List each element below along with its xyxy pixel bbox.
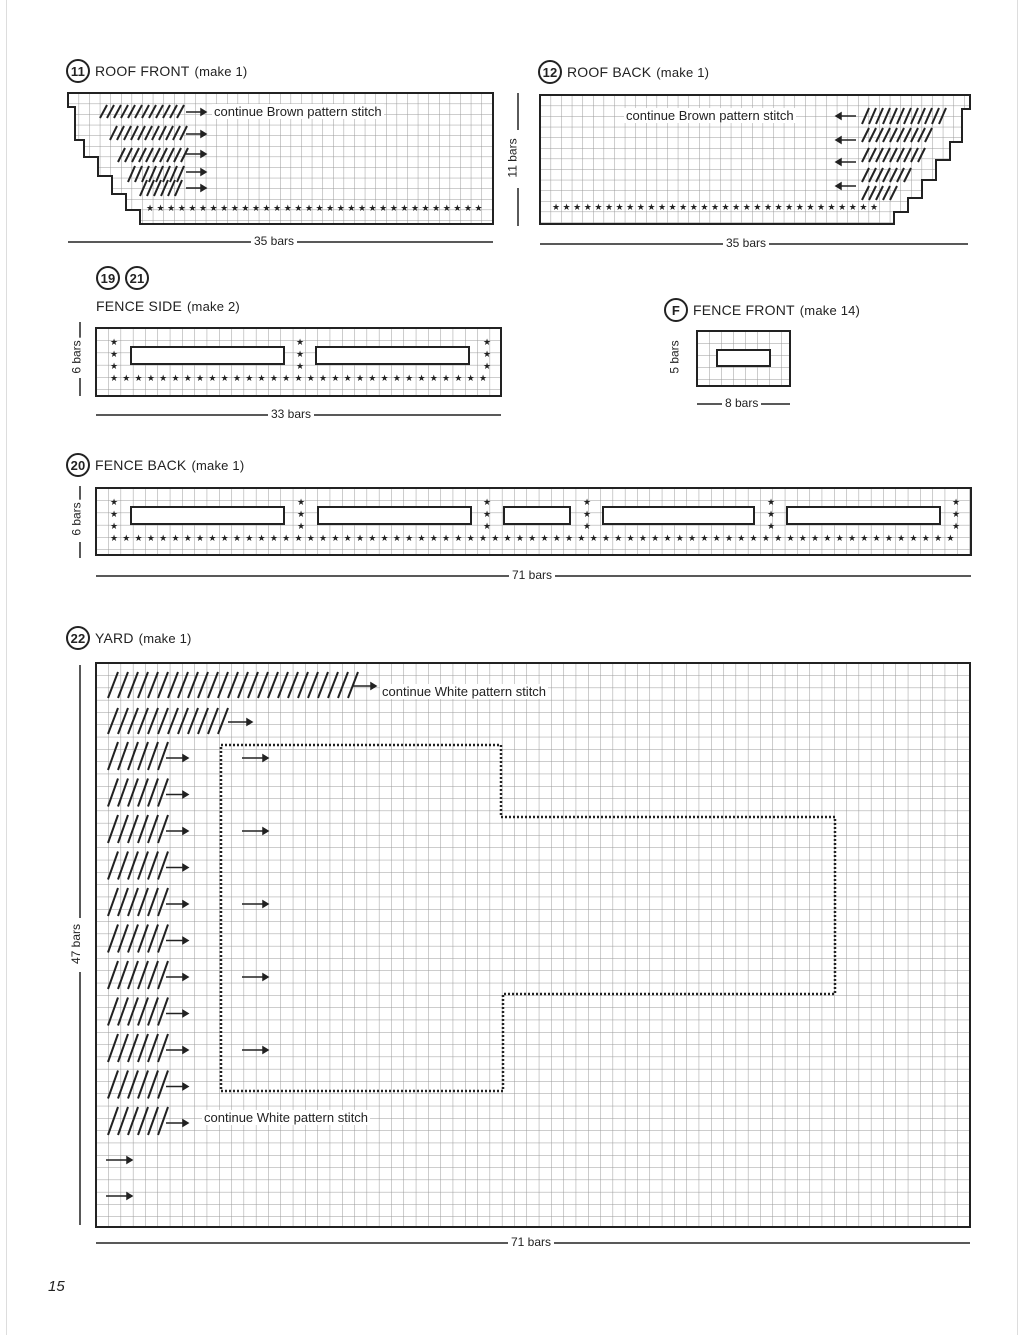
star-stitch-icon: ★ bbox=[515, 534, 524, 544]
star-stitch-icon: ★ bbox=[638, 534, 647, 544]
star-stitch-icon: ★ bbox=[319, 374, 328, 384]
star-stitch-icon: ★ bbox=[159, 374, 168, 384]
fence-side-title: FENCE SIDE bbox=[96, 298, 183, 314]
star-stitch-icon: ★ bbox=[296, 522, 306, 532]
fence-back-make: (make 1) bbox=[191, 457, 245, 473]
fence-side-chart bbox=[80, 322, 501, 396]
star-stitch-icon: ★ bbox=[294, 374, 303, 384]
star-stitch-icon: ★ bbox=[220, 374, 229, 384]
star-stitch-icon: ★ bbox=[171, 374, 180, 384]
star-stitch-icon: ★ bbox=[668, 203, 677, 213]
star-stitch-icon: ★ bbox=[188, 204, 197, 214]
star-stitch-icon: ★ bbox=[951, 498, 961, 508]
star-stitch-icon: ★ bbox=[269, 374, 278, 384]
star-stitch-icon: ★ bbox=[177, 204, 186, 214]
star-stitch-icon: ★ bbox=[183, 374, 192, 384]
star-stitch-icon: ★ bbox=[109, 374, 119, 384]
star-stitch-icon: ★ bbox=[657, 203, 667, 213]
yard-make: (make 1) bbox=[138, 630, 192, 646]
star-stitch-icon: ★ bbox=[528, 534, 537, 544]
roof-back-make: (make 1) bbox=[656, 64, 710, 80]
star-stitch-icon: ★ bbox=[296, 510, 306, 520]
star-stitch-icon: ★ bbox=[869, 203, 879, 213]
roof-front-header bbox=[66, 59, 247, 83]
fence-side-number-19: 19 bbox=[96, 266, 120, 290]
star-stitch-icon: ★ bbox=[405, 374, 414, 384]
star-stitch-icon: ★ bbox=[417, 374, 426, 384]
roof-front-width: 35 bars bbox=[251, 234, 297, 248]
star-stitch-icon: ★ bbox=[921, 534, 930, 544]
star-stitch-icon: ★ bbox=[196, 374, 205, 384]
fence-back-header bbox=[66, 453, 244, 477]
star-stitch-icon: ★ bbox=[380, 374, 389, 384]
fence-back-chart bbox=[80, 486, 971, 558]
star-stitch-icon: ★ bbox=[816, 203, 826, 213]
fence-back-height: 6 bars bbox=[70, 499, 84, 538]
yard-number: 22 bbox=[66, 626, 90, 650]
star-stitch-icon: ★ bbox=[336, 204, 345, 214]
star-stitch-icon: ★ bbox=[482, 498, 492, 508]
roof-front-title: ROOF FRONT bbox=[95, 63, 190, 79]
star-stitch-icon: ★ bbox=[453, 204, 462, 214]
star-stitch-icon: ★ bbox=[573, 203, 582, 213]
star-stitch-icon: ★ bbox=[295, 362, 305, 372]
star-stitch-icon: ★ bbox=[562, 203, 571, 213]
star-stitch-icon: ★ bbox=[651, 534, 660, 544]
star-stitch-icon: ★ bbox=[946, 534, 955, 544]
star-stitch-icon: ★ bbox=[145, 204, 155, 214]
star-stitch-icon: ★ bbox=[774, 203, 783, 213]
star-stitch-icon: ★ bbox=[478, 534, 488, 544]
star-stitch-icon: ★ bbox=[368, 204, 377, 214]
yard-chart bbox=[80, 663, 970, 1227]
star-stitch-icon: ★ bbox=[109, 338, 119, 348]
star-stitch-icon: ★ bbox=[827, 203, 836, 213]
star-stitch-icon: ★ bbox=[774, 534, 783, 544]
star-stitch-icon: ★ bbox=[474, 204, 483, 214]
yard-height: 47 bars bbox=[69, 921, 83, 967]
star-stitch-icon: ★ bbox=[884, 534, 893, 544]
star-stitch-icon: ★ bbox=[269, 534, 278, 544]
star-stitch-icon: ★ bbox=[700, 203, 709, 213]
star-stitch-icon: ★ bbox=[294, 534, 303, 544]
star-stitch-icon: ★ bbox=[466, 374, 475, 384]
star-stitch-icon: ★ bbox=[134, 534, 143, 544]
star-stitch-icon: ★ bbox=[721, 203, 730, 213]
roof-front-number: 11 bbox=[66, 59, 90, 83]
star-stitch-icon: ★ bbox=[710, 203, 720, 213]
star-stitch-icon: ★ bbox=[294, 204, 303, 214]
star-stitch-icon: ★ bbox=[835, 534, 844, 544]
star-stitch-icon: ★ bbox=[156, 204, 165, 214]
star-stitch-icon: ★ bbox=[552, 534, 561, 544]
fence-front-height: 5 bars bbox=[668, 337, 682, 376]
star-stitch-icon: ★ bbox=[368, 534, 377, 544]
star-stitch-icon: ★ bbox=[626, 534, 635, 544]
star-stitch-icon: ★ bbox=[146, 534, 155, 544]
star-stitch-icon: ★ bbox=[251, 204, 261, 214]
fence-front-width: 8 bars bbox=[722, 396, 761, 410]
star-stitch-icon: ★ bbox=[688, 534, 697, 544]
star-stitch-icon: ★ bbox=[380, 534, 389, 544]
star-stitch-icon: ★ bbox=[811, 534, 820, 544]
star-stitch-icon: ★ bbox=[636, 203, 645, 213]
fence-front-chart bbox=[697, 331, 790, 386]
fence-back-title: FENCE BACK bbox=[95, 457, 187, 473]
star-stitch-icon: ★ bbox=[737, 534, 746, 544]
star-stitch-icon: ★ bbox=[326, 204, 335, 214]
star-stitch-icon: ★ bbox=[601, 534, 611, 544]
star-stitch-icon: ★ bbox=[196, 534, 205, 544]
star-stitch-icon: ★ bbox=[909, 534, 918, 544]
star-stitch-icon: ★ bbox=[763, 203, 773, 213]
star-stitch-icon: ★ bbox=[306, 534, 315, 544]
star-stitch-icon: ★ bbox=[897, 534, 906, 544]
star-stitch-icon: ★ bbox=[766, 510, 776, 520]
star-stitch-icon: ★ bbox=[679, 203, 688, 213]
star-stitch-icon: ★ bbox=[257, 374, 266, 384]
star-stitch-icon: ★ bbox=[167, 204, 176, 214]
star-stitch-icon: ★ bbox=[355, 374, 365, 384]
star-stitch-icon: ★ bbox=[442, 374, 451, 384]
star-stitch-icon: ★ bbox=[343, 374, 352, 384]
star-stitch-icon: ★ bbox=[934, 534, 943, 544]
star-stitch-icon: ★ bbox=[283, 204, 292, 214]
star-stitch-icon: ★ bbox=[410, 204, 420, 214]
star-stitch-icon: ★ bbox=[795, 203, 804, 213]
star-stitch-icon: ★ bbox=[220, 534, 229, 544]
star-stitch-icon: ★ bbox=[109, 362, 119, 372]
yard-width: 71 bars bbox=[508, 1235, 554, 1249]
star-stitch-icon: ★ bbox=[689, 203, 698, 213]
star-stitch-icon: ★ bbox=[432, 204, 441, 214]
star-stitch-icon: ★ bbox=[400, 204, 409, 214]
star-stitch-icon: ★ bbox=[700, 534, 709, 544]
star-stitch-icon: ★ bbox=[331, 374, 340, 384]
yard-title: YARD bbox=[95, 630, 134, 646]
star-stitch-icon: ★ bbox=[282, 534, 291, 544]
star-stitch-icon: ★ bbox=[847, 534, 857, 544]
roof-front-make: (make 1) bbox=[194, 63, 248, 79]
star-stitch-icon: ★ bbox=[109, 534, 119, 544]
roof-back-height: 11 bars bbox=[506, 135, 520, 180]
star-stitch-icon: ★ bbox=[347, 204, 356, 214]
star-stitch-icon: ★ bbox=[389, 204, 398, 214]
star-stitch-icon: ★ bbox=[343, 534, 352, 544]
star-stitch-icon: ★ bbox=[786, 534, 795, 544]
star-stitch-icon: ★ bbox=[209, 204, 218, 214]
star-stitch-icon: ★ bbox=[582, 498, 592, 508]
fence-back-width: 71 bars bbox=[509, 568, 555, 582]
fence-side-width: 33 bars bbox=[268, 407, 314, 421]
star-stitch-icon: ★ bbox=[146, 374, 155, 384]
fence-side-make: (make 2) bbox=[187, 298, 240, 314]
fence-back-number: 20 bbox=[66, 453, 90, 477]
star-stitch-icon: ★ bbox=[766, 498, 776, 508]
star-stitch-icon: ★ bbox=[951, 522, 961, 532]
star-stitch-icon: ★ bbox=[368, 374, 377, 384]
star-stitch-icon: ★ bbox=[848, 203, 857, 213]
star-stitch-icon: ★ bbox=[230, 204, 239, 214]
star-stitch-icon: ★ bbox=[355, 534, 365, 544]
star-stitch-icon: ★ bbox=[872, 534, 881, 544]
star-stitch-icon: ★ bbox=[615, 203, 624, 213]
star-stitch-icon: ★ bbox=[122, 374, 131, 384]
star-stitch-icon: ★ bbox=[785, 203, 794, 213]
fence-front-header bbox=[664, 298, 860, 322]
star-stitch-icon: ★ bbox=[295, 338, 305, 348]
star-stitch-icon: ★ bbox=[594, 203, 603, 213]
fence-side-height: 6 bars bbox=[70, 337, 84, 376]
star-stitch-icon: ★ bbox=[319, 534, 328, 544]
star-stitch-icon: ★ bbox=[798, 534, 807, 544]
star-stitch-icon: ★ bbox=[245, 374, 254, 384]
star-stitch-icon: ★ bbox=[614, 534, 623, 544]
star-stitch-icon: ★ bbox=[551, 203, 561, 213]
star-stitch-icon: ★ bbox=[503, 534, 512, 544]
star-stitch-icon: ★ bbox=[647, 203, 656, 213]
star-stitch-icon: ★ bbox=[482, 362, 492, 372]
roof-back-width: 35 bars bbox=[723, 236, 769, 250]
star-stitch-icon: ★ bbox=[421, 204, 430, 214]
star-stitch-icon: ★ bbox=[208, 534, 217, 544]
star-stitch-icon: ★ bbox=[482, 522, 492, 532]
star-stitch-icon: ★ bbox=[392, 374, 401, 384]
star-stitch-icon: ★ bbox=[491, 534, 500, 544]
star-stitch-icon: ★ bbox=[198, 204, 208, 214]
star-stitch-icon: ★ bbox=[749, 534, 758, 544]
roof-front-note: continue Brown pattern stitch bbox=[214, 104, 382, 119]
star-stitch-icon: ★ bbox=[304, 204, 314, 214]
star-stitch-icon: ★ bbox=[823, 534, 832, 544]
roof-back-header bbox=[538, 60, 709, 84]
fence-front-title: FENCE FRONT bbox=[693, 302, 795, 318]
star-stitch-icon: ★ bbox=[183, 534, 192, 544]
star-stitch-icon: ★ bbox=[257, 534, 266, 544]
star-stitch-icon: ★ bbox=[859, 203, 868, 213]
star-stitch-icon: ★ bbox=[663, 534, 672, 544]
roof-back-number: 12 bbox=[538, 60, 562, 84]
star-stitch-icon: ★ bbox=[540, 534, 549, 544]
star-stitch-icon: ★ bbox=[232, 374, 242, 384]
star-stitch-icon: ★ bbox=[109, 498, 119, 508]
star-stitch-icon: ★ bbox=[766, 522, 776, 532]
star-stitch-icon: ★ bbox=[379, 204, 388, 214]
star-stitch-icon: ★ bbox=[122, 534, 131, 544]
fence-front-make: (make 14) bbox=[799, 302, 861, 318]
star-stitch-icon: ★ bbox=[241, 204, 250, 214]
star-stitch-icon: ★ bbox=[482, 510, 492, 520]
star-stitch-icon: ★ bbox=[306, 374, 315, 384]
star-stitch-icon: ★ bbox=[724, 534, 734, 544]
star-stitch-icon: ★ bbox=[675, 534, 684, 544]
star-stitch-icon: ★ bbox=[442, 534, 451, 544]
star-stitch-icon: ★ bbox=[732, 203, 741, 213]
star-stitch-icon: ★ bbox=[282, 374, 291, 384]
star-stitch-icon: ★ bbox=[331, 534, 340, 544]
star-stitch-icon: ★ bbox=[296, 498, 306, 508]
fence-side-number-21: 21 bbox=[125, 266, 149, 290]
star-stitch-icon: ★ bbox=[712, 534, 721, 544]
star-stitch-icon: ★ bbox=[392, 534, 401, 544]
star-stitch-icon: ★ bbox=[454, 534, 463, 544]
star-stitch-icon: ★ bbox=[295, 350, 305, 360]
star-stitch-icon: ★ bbox=[466, 534, 475, 544]
star-stitch-icon: ★ bbox=[742, 203, 751, 213]
star-stitch-icon: ★ bbox=[220, 204, 229, 214]
page-number: 15 bbox=[48, 1278, 65, 1295]
star-stitch-icon: ★ bbox=[208, 374, 217, 384]
star-stitch-icon: ★ bbox=[753, 203, 762, 213]
star-stitch-icon: ★ bbox=[109, 522, 119, 532]
star-stitch-icon: ★ bbox=[582, 510, 592, 520]
star-stitch-icon: ★ bbox=[761, 534, 770, 544]
star-stitch-icon: ★ bbox=[454, 374, 463, 384]
star-stitch-icon: ★ bbox=[806, 203, 815, 213]
star-stitch-icon: ★ bbox=[134, 374, 143, 384]
fence-side-header bbox=[96, 298, 240, 314]
star-stitch-icon: ★ bbox=[478, 374, 488, 384]
star-stitch-icon: ★ bbox=[417, 534, 426, 544]
star-stitch-icon: ★ bbox=[951, 510, 961, 520]
star-stitch-icon: ★ bbox=[315, 204, 324, 214]
star-stitch-icon: ★ bbox=[262, 204, 271, 214]
star-stitch-icon: ★ bbox=[429, 374, 438, 384]
star-stitch-icon: ★ bbox=[405, 534, 414, 544]
star-stitch-icon: ★ bbox=[565, 534, 574, 544]
fence-front-number: F bbox=[664, 298, 688, 322]
star-stitch-icon: ★ bbox=[442, 204, 451, 214]
star-stitch-icon: ★ bbox=[109, 510, 119, 520]
star-stitch-icon: ★ bbox=[159, 534, 168, 544]
star-stitch-icon: ★ bbox=[273, 204, 282, 214]
star-stitch-icon: ★ bbox=[838, 203, 847, 213]
yard-note-top: continue White pattern stitch bbox=[382, 684, 547, 699]
star-stitch-icon: ★ bbox=[583, 203, 592, 213]
roof-back-note: continue Brown pattern stitch bbox=[626, 108, 794, 123]
star-stitch-icon: ★ bbox=[860, 534, 869, 544]
star-stitch-icon: ★ bbox=[357, 204, 367, 214]
star-stitch-icon: ★ bbox=[482, 338, 492, 348]
yard-header bbox=[66, 626, 192, 650]
star-stitch-icon: ★ bbox=[109, 350, 119, 360]
star-stitch-icon: ★ bbox=[604, 203, 614, 213]
yard-note-bottom: continue White pattern stitch bbox=[204, 1110, 369, 1125]
star-stitch-icon: ★ bbox=[171, 534, 180, 544]
star-stitch-icon: ★ bbox=[245, 534, 254, 544]
star-stitch-icon: ★ bbox=[482, 350, 492, 360]
fence-side-numbers bbox=[96, 266, 154, 290]
star-stitch-icon: ★ bbox=[232, 534, 242, 544]
star-stitch-icon: ★ bbox=[582, 522, 592, 532]
star-stitch-icon: ★ bbox=[463, 204, 473, 214]
star-stitch-icon: ★ bbox=[626, 203, 635, 213]
roof-back-title: ROOF BACK bbox=[567, 64, 652, 80]
star-stitch-icon: ★ bbox=[577, 534, 586, 544]
star-stitch-icon: ★ bbox=[589, 534, 598, 544]
star-stitch-icon: ★ bbox=[429, 534, 438, 544]
